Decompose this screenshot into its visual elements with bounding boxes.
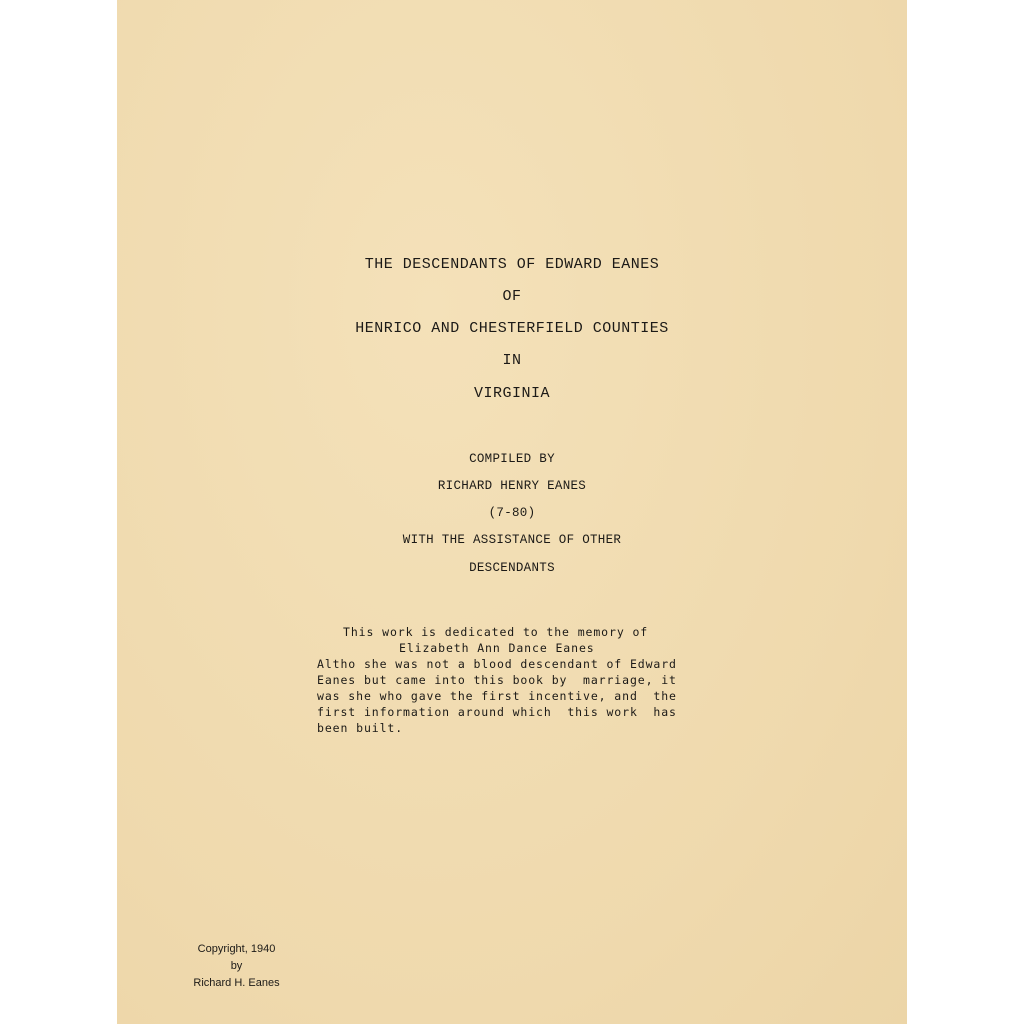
dedication-line-7: been built. <box>317 721 404 735</box>
compiler-line-3: (7-80) <box>488 506 536 520</box>
title-line-5: VIRGINIA <box>473 385 550 402</box>
compiler-line-4: WITH THE ASSISTANCE OF OTHER <box>402 533 622 547</box>
document-page <box>117 0 907 1024</box>
dedication-line-5: was she who gave the first incentive, and the <box>317 689 677 703</box>
copyright-line-2: by <box>230 960 243 972</box>
compiler-line-2: RICHARD HENRY EANES <box>437 479 587 493</box>
dedication-line-2: Elizabeth Ann Dance Eanes <box>399 641 595 655</box>
compiler-line-5: DESCENDANTS <box>469 561 555 575</box>
title-line-2: OF <box>502 288 522 305</box>
title-line-1: THE DESCENDANTS OF EDWARD EANES <box>364 256 660 273</box>
compiler-line-1: COMPILED BY <box>469 452 555 466</box>
title-line-4: IN <box>502 352 522 369</box>
copyright-line-3: Richard H. Eanes <box>193 977 280 989</box>
copyright-line-1: Copyright, 1940 <box>197 943 276 955</box>
dedication-line-4: Eanes but came into this book by marriage, it <box>317 673 677 687</box>
dedication-line-6: first information around which this work has <box>317 705 677 719</box>
dedication-line-3: Altho she was not a blood descendant of Edward <box>317 657 677 671</box>
title-line-3: HENRICO AND CHESTERFIELD COUNTIES <box>355 320 669 337</box>
dedication-line-1: This work is dedicated to the memory of <box>343 625 649 639</box>
